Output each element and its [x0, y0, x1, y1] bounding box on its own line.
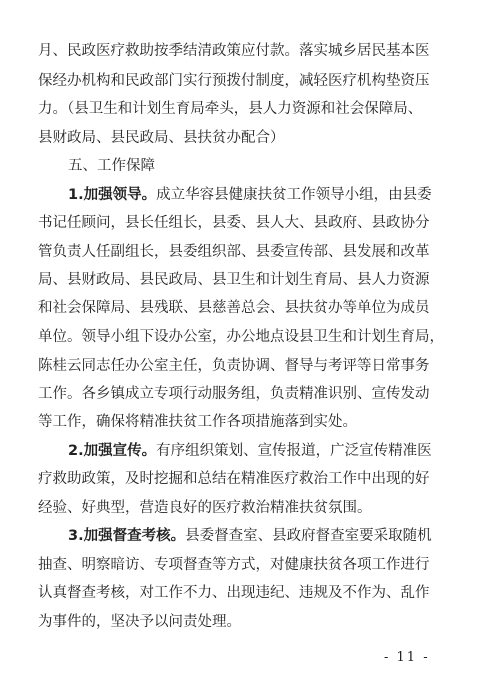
item-1-first-line — [68, 188, 432, 203]
item-2-line-2: 疗救助政策，及时挖掘和总结在精准医疗救治工作中出现的好 — [38, 471, 430, 487]
paragraph-1-line-1: 月、民政医疗救助按季结清政策应付款。落实城乡居民基本医 — [38, 43, 430, 59]
item-1-line-6: 单位。领导小组下设办公室，办公地点设县卫生和计划生育局， — [38, 329, 444, 345]
section-heading: 五、工作保障 — [68, 158, 155, 174]
item-3-line-2: 抽查、明察暗访、专项督查等方式，对健康扶贫各项工作进行 — [38, 557, 430, 573]
item-3-heading: 3.加强督查考核。 — [68, 528, 186, 544]
item-1-line-8: 工作。各乡镇成立专项行动服务组，负责精准识别、宣传发动 — [38, 386, 430, 402]
item-2-line-1: 有序组织策划、宣传报道，广泛宣传精准医 — [156, 443, 432, 459]
item-3-line-3: 认真督查考核，对工作不力、出现违纪、违规及不作为、乱作 — [38, 585, 430, 601]
item-2-first-line — [68, 444, 432, 459]
item-1-line-9: 等工作，确保将精准扶贫工作各项措施落到实处。 — [38, 414, 357, 430]
paragraph-1-line-4: 县财政局、县民政局、县扶贫办配合） — [38, 130, 285, 146]
item-3-first-line — [68, 529, 432, 544]
item-1-line-1: 成立华容县健康扶贫工作领导小组，由县委 — [156, 187, 432, 203]
item-1-line-5: 和社会保障局、县残联、县慈善总会、县扶贫办等单位为成员 — [38, 300, 430, 316]
paragraph-1-line-3: 力。（县卫生和计划生育局牵头，县人力资源和社会保障局、 — [38, 101, 423, 117]
item-1-line-7: 陈桂云同志任办公室主任，负责协调、督导与考评等日常事务 — [38, 358, 430, 374]
item-2-line-3: 经验、好典型，营造良好的医疗救治精准扶贫氛围。 — [38, 500, 372, 516]
item-1-heading: 1.加强领导。 — [68, 187, 157, 203]
paragraph-1-line-2: 保经办机构和民政部门实行预拨付制度，减轻医疗机构垫资压 — [38, 73, 430, 89]
item-2-heading: 2.加强宣传。 — [68, 443, 157, 459]
page-number: - 11 - — [384, 650, 430, 665]
item-1-line-3: 管负责人任副组长，县委组织部、县委宣传部、县发展和改革 — [38, 244, 430, 260]
item-1-line-2: 书记任顾问，县长任组长，县委、县人大、县政府、县政协分 — [38, 215, 430, 231]
item-3-line-4: 为事件的，坚决予以问责处理。 — [38, 614, 241, 630]
item-3-line-1: 县委督查室、县政府督查室要采取随机 — [185, 528, 432, 544]
item-1-line-4: 局、县财政局、县民政局、县卫生和计划生育局、县人力资源 — [38, 272, 430, 288]
